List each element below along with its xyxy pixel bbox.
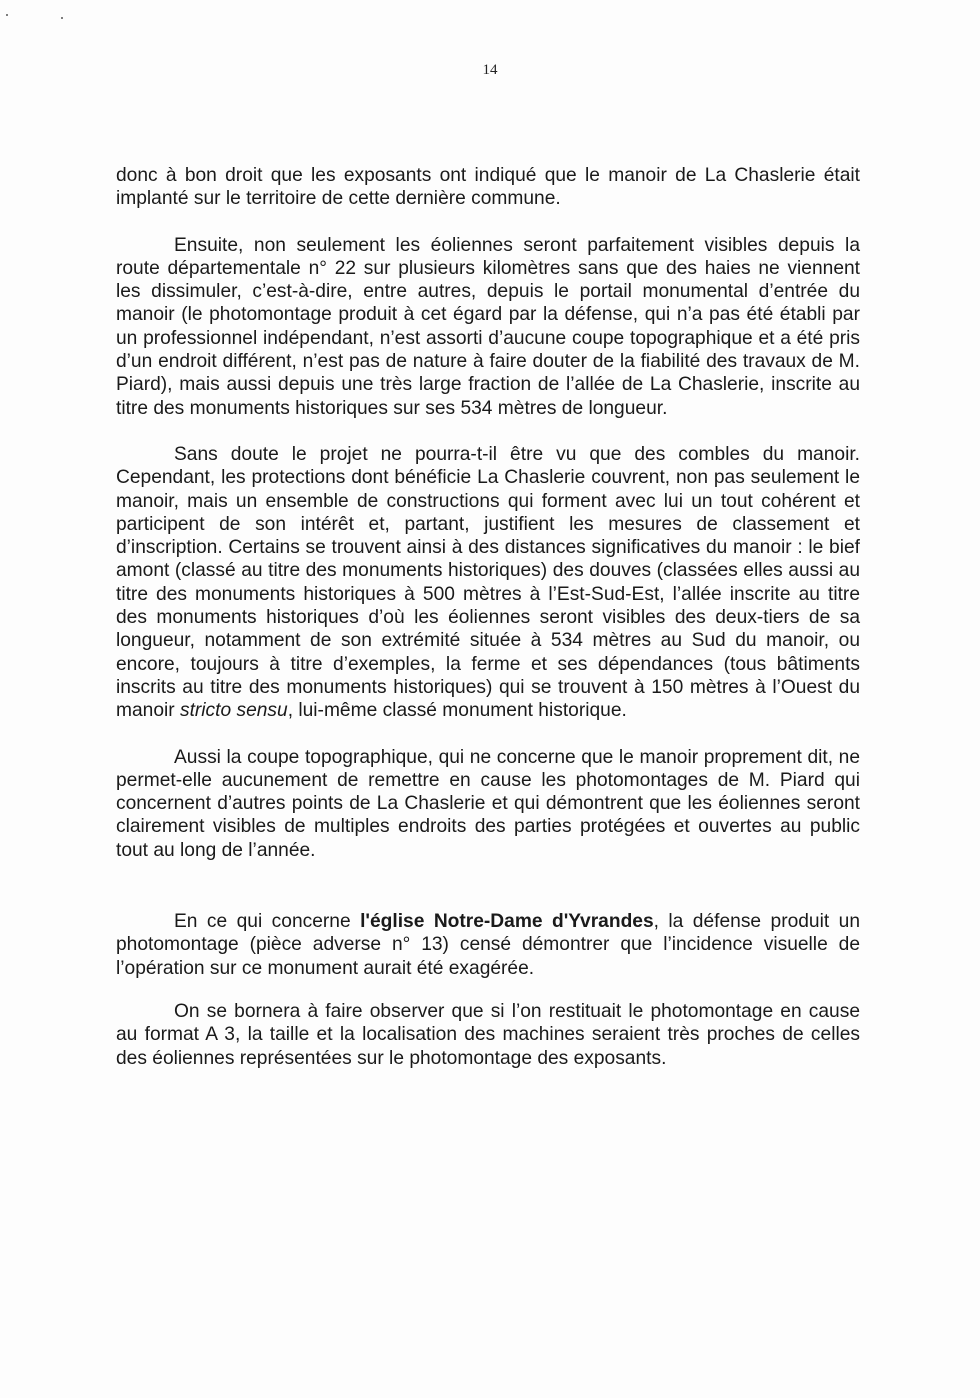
page-number: 14: [482, 62, 498, 78]
document-body: [116, 164, 860, 1070]
scan-speck: [61, 17, 63, 19]
paragraph-protections-text: Sans doute le projet ne pourra-t-il être vu que des combles du manoir. Cependant, les protections dont bénéficie La Chaslerie couvrent, non pas seulement le manoir, mais un ensemble de constructions qui forment avec lui un tout cohérent et participent de son intérêt et, partant, justifient les mesures de classement et d’inscription. Certains se trouvent ainsi à des distances significatives du manoir : le bief amont (classé au titre des monuments historiques) des douves (classées elles aussi au titre des monuments historiques à 500 mètres à l’Est-Sud-Est, l’allée inscrite au titre des monuments historiques d’où les éoliennes seront visibles des deux-tiers de sa longueur, notamment de son extrémité située à 534 mètres au Sud du manoir, ou encore, toujours à titre d’exemples, la ferme et ses dépendances (tous bâtiments inscrits au titre des monuments historiques) qui se trouvent à 150 mètres à l’Ouest du manoir: [116, 443, 860, 722]
paragraph-protections: [116, 443, 860, 723]
paragraph-topographic-cut: Aussi la coupe topographique, qui ne concerne que le manoir proprement dit, ne permet-elle aucunement de remettre en cause les photomontages de M. Piard qui concernent d’autres points de La Chaslerie et qui démontrent que les éoliennes seront clairement visibles de multiples endroits des parties protégées et ouvertes au public tout au long de l’année.: [116, 746, 860, 861]
paragraph-conclusion: On se bornera à faire observer que si l’on restituait le photomontage en cause au format A 3, la taille et la localisation des machines seraient très proches de celles des éoliennes représentées sur le photomontage des exposants.: [116, 1000, 860, 1069]
scan-speck: [6, 14, 8, 16]
paragraph-continuation: donc à bon droit que les exposants ont indiqué que le manoir de La Chaslerie était implanté sur le territoire de cette dernière commune.: [116, 165, 860, 210]
paragraph-protections-end: , lui-même classé monument historique.: [287, 700, 627, 722]
paragraph-church: [116, 910, 860, 980]
church-name: l'église Notre-Dame d'Yvrandes: [360, 911, 654, 933]
paragraph-visibility: Ensuite, non seulement les éoliennes seront parfaitement visibles depuis la route départementale n° 22 sur plusieurs kilomètres sans que des haies ne viennent les dissimuler, c’est-à-dire, entre autres, depuis le portail monumental d’entrée du manoir (le photomontage produit à cet égard par la défense, qui n’a pas été établi par un professionnel indépendant, n’est assorti d’aucune coupe topographique et a été pris d’un endroit différent, n’est pas de nature à faire douter de la fiabilité des travaux de M. Piard), mais aussi depuis une très large fraction de l’allée de La Chaslerie, inscrite au titre des monuments historiques sur ses 534 mètres de longueur.: [116, 234, 860, 419]
italic-phrase: stricto sensu: [179, 700, 288, 722]
paragraph-church-text: En ce qui concerne: [174, 911, 361, 933]
paragraph-church-end: , la défense produit un photomontage (pièce adverse n° 13) censé démontrer que l’incidence visuelle de l’opération sur ce monument aurait été exagérée.: [116, 911, 860, 979]
